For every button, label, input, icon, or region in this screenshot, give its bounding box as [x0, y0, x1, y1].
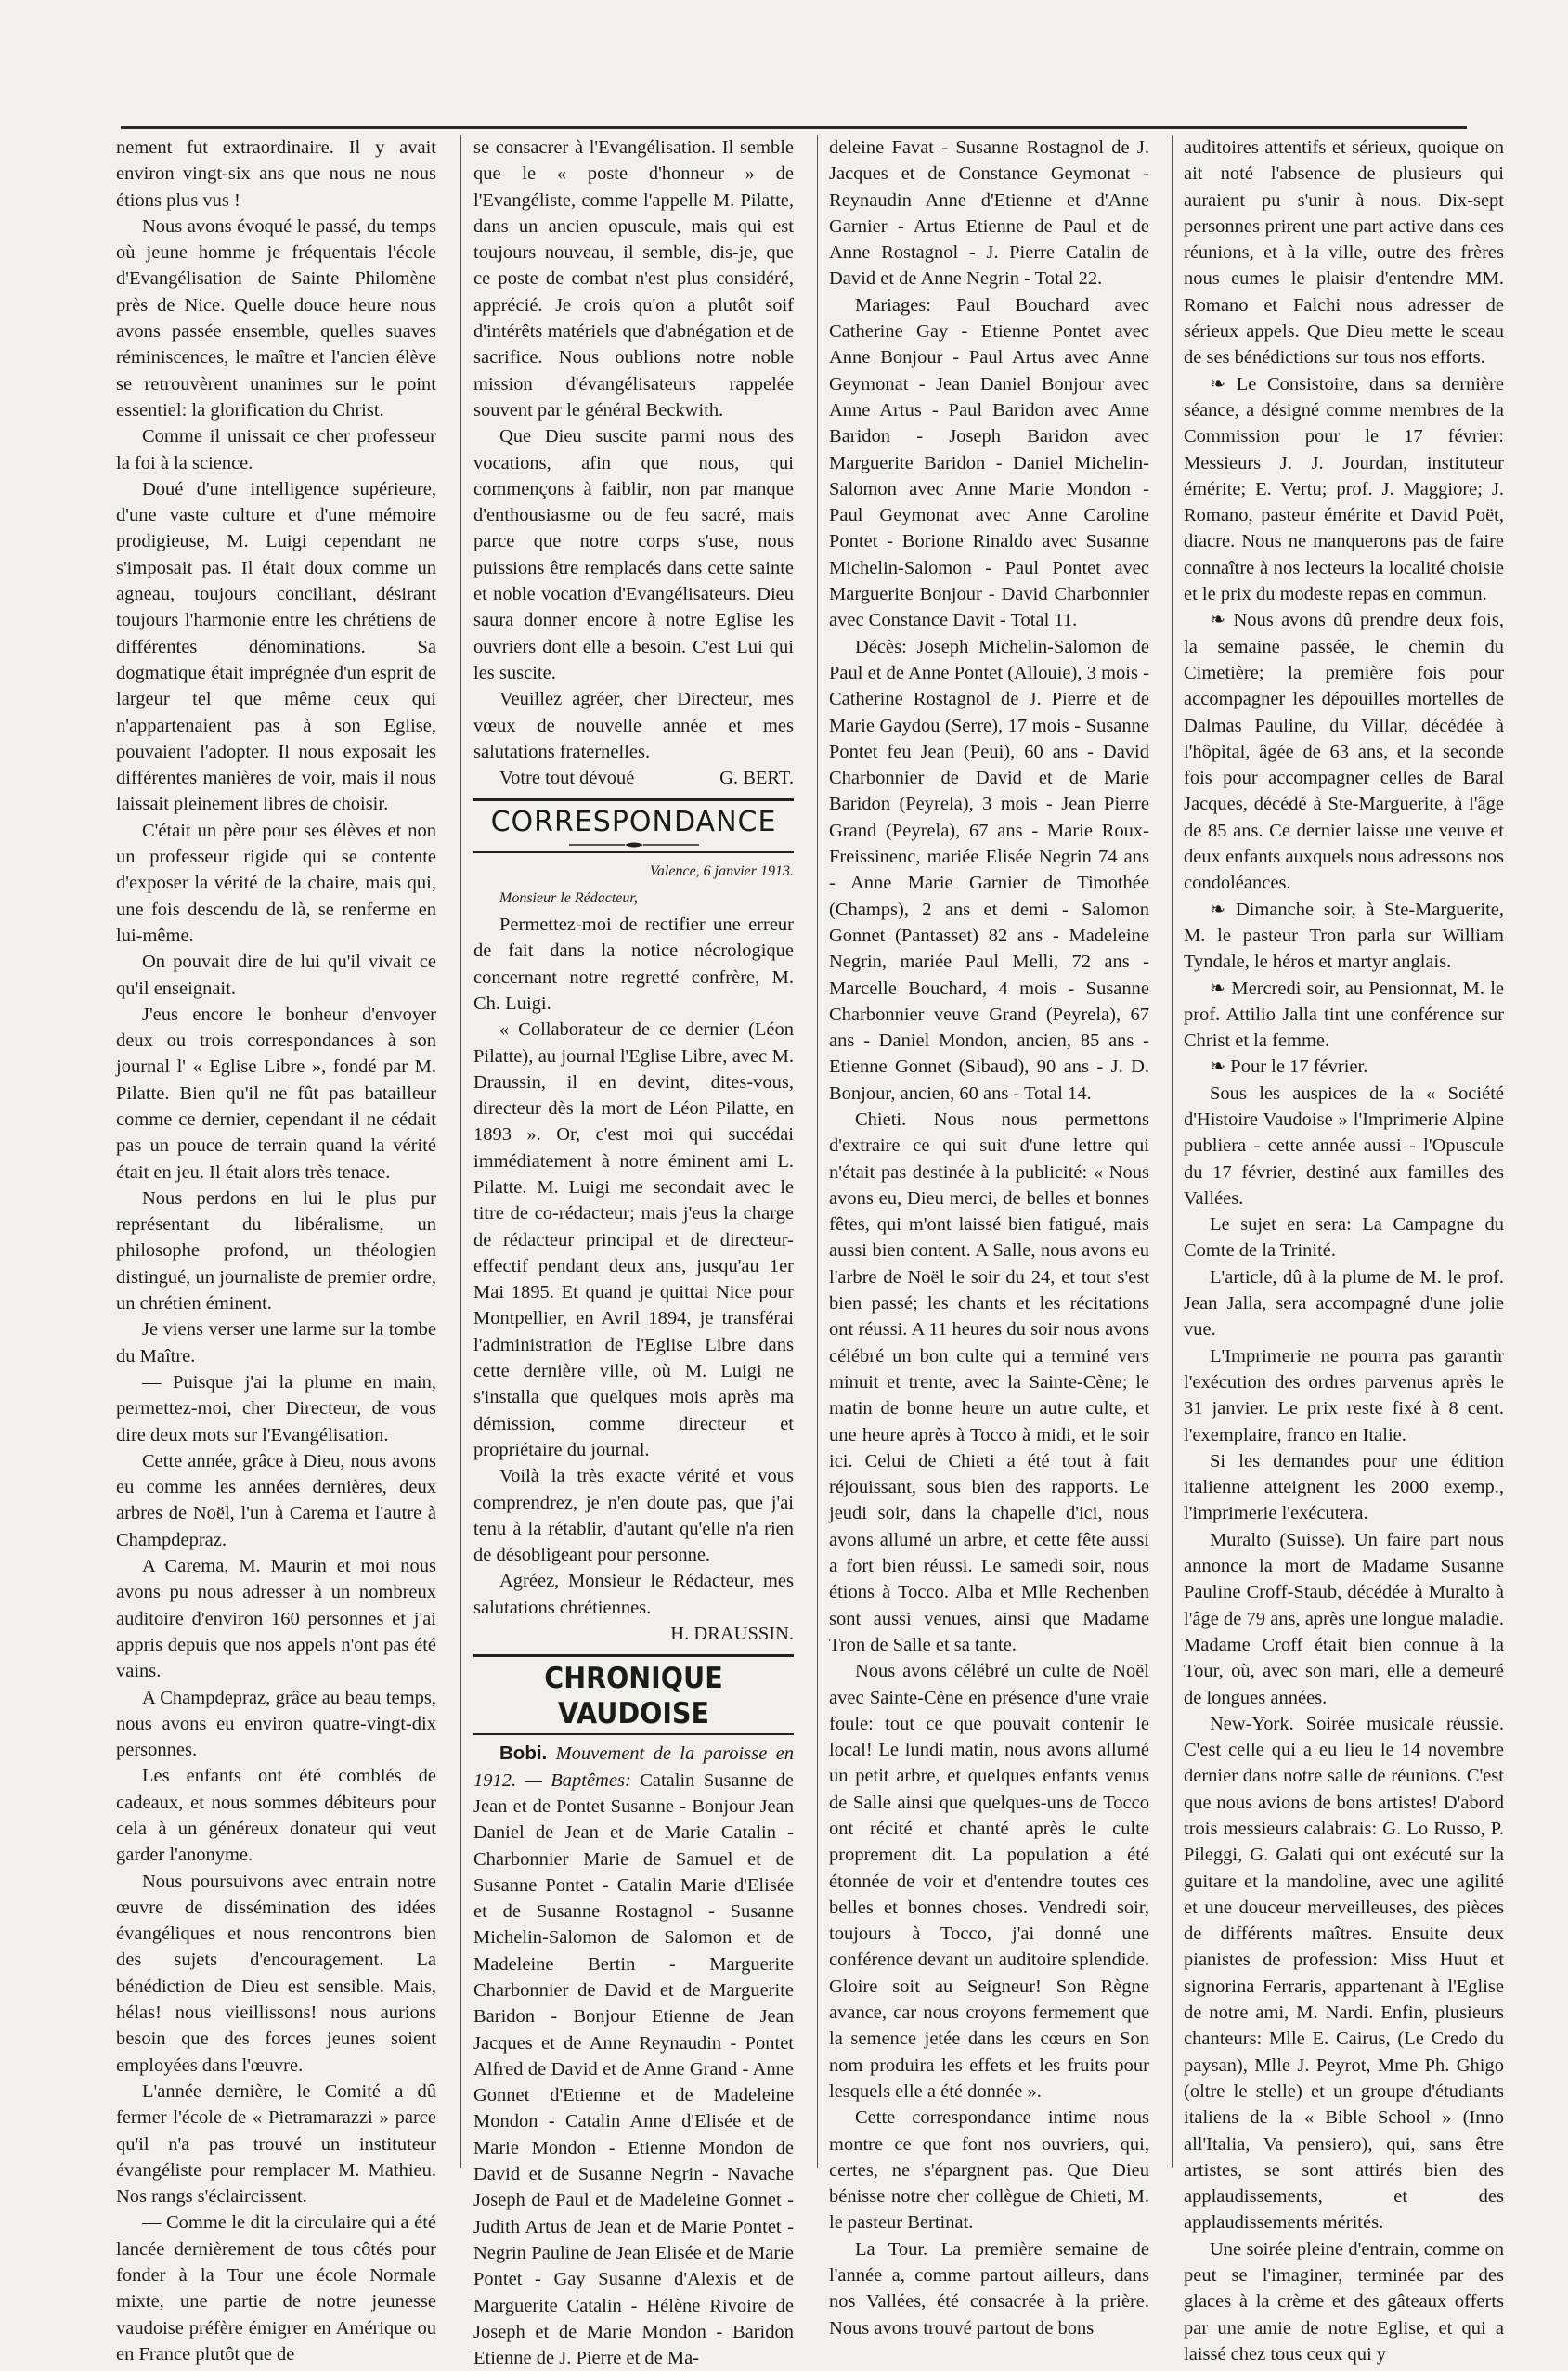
paragraph: L'Imprimerie ne pourra pas garantir l'exécution des ordres parvenus après le 31 janvier. Le prix reste fixé à 8 cent. l'exemplaire, franco en Italie. — [1184, 1345, 1504, 1445]
paragraph: Je viens verser une larme sur la tombe du Maître. — [116, 1319, 436, 1367]
paragraph: Cette année, grâce à Dieu, nous avons eu comme les années dernières, deux arbres de Noël, l'un à Carema et l'autre à Champdepraz. — [116, 1450, 436, 1550]
subheading: Mouvement de la paroisse en 1912. — Baptêmes: — [473, 1743, 795, 1791]
column-1 — [116, 135, 436, 2367]
paragraph: ❧ Nous avons dû prendre deux fois, la semaine passée, le chemin du Cimetière; la première fois pour accompagner les dépouilles mortelles de Dalmas Pauline, du Villar, décédée à l'hôpital, âgée de 63 ans, et la seconde fois pour accompagner celles de Baral Jacques, décédé à Ste-Marguerite, à l'âge de 85 ans. Ce dernier laisse une veuve et deux enfants auxquels nous adressons nos condoléances. — [1184, 610, 1504, 894]
letter-salutation: Monsieur le Rédacteur, — [499, 889, 638, 906]
column-divider — [460, 135, 461, 2168]
paragraph: Nous avons célébré un culte de Noël avec Sainte-Cène en présence d'une vraie foule: tout ce que pouvait contenir le local! Le lundi matin, nous avons allumé un petit arbre, et quelques enfants venus de Salle ainsi que quelques-uns de Tocco ont récité et chanté après le culte proprement dit. La population a été étonnée de voir et d'entendre toutes ces belles et bonnes choses. Vendredi soir, toujours à Tocco, j'ai donné une conférence devant un auditoire splendide. Gloire soit au Seigneur! Son Règne avance, car nous croyons fermement que la semence jetée dans les cœurs en Son nom produira les effets et les fruits pour lesquels elle a été donnée ». — [829, 1661, 1149, 2102]
paragraph: ❧ Le Consistoire, dans sa dernière séance, a désigné comme membres de la Commission pour le 17 février: Messieurs J. J. Jourdan, instituteur émérite; E. Vertu; prof. J. Maggiore; J. Romano, pasteur émérite et David Poët, diacre. Nous ne manquerons pas de faire connaître à nos lecteurs la localité choisie et le prix du modeste repas en commun. — [1184, 373, 1504, 605]
paragraph: Veuillez agréer, cher Directeur, mes vœux de nouvelle année et mes salutations fraternelles. — [473, 689, 794, 762]
paragraph: Cette correspondance intime nous montre ce que font nos ouvriers, qui, certes, ne s'épargnent pas. Que Dieu bénisse notre cher collègue de Chieti, M. le pasteur Bertinat. — [829, 2107, 1149, 2234]
place-name: Bobi. — [499, 1743, 548, 1765]
paragraph: ❧ Dimanche soir, à Ste-Marguerite, M. le pasteur Tron parla sur William Tyndale, le héros et martyr anglais. — [1184, 899, 1504, 973]
paragraph: Muralto (Suisse). Un faire part nous annonce la mort de Madame Susanne Pauline Croff-Staub, décédée à Muralto à l'âge de 79 ans, après une longue maladie. Madame Croff était bien connue à la Tour, où, avec son mari, elle a demeuré de longues années. — [1184, 1529, 1504, 1708]
paragraph: Chieti. Nous nous permettons d'extraire ce qui suit d'une lettre qui n'était pas destinée à la publicité: « Nous avons eu, Dieu merci, de belles et bonnes fêtes, qui m'ont laissé bien fatigué, mais aussi bien content. A Salle, nous avons eu l'arbre de Noël le soir du 24, et tout s'est bien passé; les chants et les récitations ont réussi. A 11 heures du soir nous avons célébré un bon culte qui a terminé vers minuit et trente, avec la Sainte-Cène; le matin de bonne heure un autre culte, et une heure après à Tocco à midi, et le soir ici. Celui de Chieti a été tout à fait réjouissant, sous bien des rapports. Le jeudi soir, dans la chapelle d'ici, nous avons allumé un arbre, et cette fête aussi a fort bien réussi. Le samedi soir, nous étions à Tocco. Alba et Mlle Rechenben sont aussi venues, ainsi que Madame Tron de Salle et sa tante. — [829, 1108, 1149, 1655]
paragraph: Une soirée pleine d'entrain, comme on peut se l'imaginer, terminée par des glaces à la crème et des gâteaux offerts par une amie de notre Eglise, et qui a laissé chez tous ceux qui y — [1184, 2238, 1504, 2365]
section-title: CHRONIQUE VAUDOISE — [544, 1662, 723, 1731]
letter-date: Valence, 6 janvier 1913. — [649, 863, 794, 880]
header-rule — [121, 126, 1467, 129]
paragraph: nement fut extraordinaire. Il y avait environ vingt-six ans que nous ne nous étions plus vus ! — [116, 137, 436, 211]
paragraph: ❧ Mercredi soir, au Pensionnat, M. le prof. Attilio Jalla tint une conférence sur Christ et la femme. — [1184, 978, 1504, 1052]
paragraph: A Champdepraz, grâce au beau temps, nous avons eu environ quatre-vingt-dix personnes. — [116, 1687, 436, 1761]
section-title: CORRESPONDANCE — [490, 806, 777, 839]
signature-line — [473, 765, 794, 791]
signature-name: H. DRAUSSIN. — [670, 1624, 794, 1645]
column-divider — [817, 135, 818, 2168]
column-3 — [829, 135, 1149, 2341]
paragraph: L'année dernière, le Comité a dû fermer l'école de « Pietramarazzi » parce qu'il n'a pas trouvé un instituteur évangéliste pour remplacer M. Mathieu. Nos rangs s'éclaircissent. — [116, 2080, 436, 2208]
paragraph: ❧ Pour le 17 février. — [1210, 1056, 1368, 1078]
paragraph: Nous poursuivons avec entrain notre œuvre de dissémination des idées évangéliques et nous rencontrons bien des sujets d'encouragement. La bénédiction de Dieu est sensible. Mais, hélas! nous vieillissons! nous aurions besoin que des forces jeunes soient employées dans l'œuvre. — [116, 1871, 436, 2076]
paragraph: Agréez, Monsieur le Rédacteur, mes salutations chrétiennes. — [473, 1571, 794, 1618]
paragraph: auditoires attentifs et sérieux, quoique on ait noté l'absence de plusieurs qui auraient pu s'unir à nous. Dix-sept personnes prirent une part active dans ces réunions, et à la ville, outre des frères nous eumes le plaisir d'entendre MM. Romano et Falchi nous adresser de sérieux appels. Que Dieu mette le sceau de ses bénédictions sur tous nos efforts. — [1184, 137, 1504, 369]
signature-closing: Votre tout dévoué — [499, 768, 635, 789]
paragraph: Mariages: Paul Bouchard avec Catherine Gay - Etienne Pontet avec Anne Bonjour - Paul Artus avec Anne Geymonat - Jean Daniel Bonjour avec Anne Artus - Paul Baridon avec Anne Baridon - Joseph Baridon avec Marguerite Baridon - Daniel Michelin-Salomon avec Anne Marie Mondon - Paul Geymonat avec Anne Caroline Pontet - Borione Rinaldo avec Susanne Michelin-Salomon - Paul Pontet avec Marguerite Bonjour - David Charbonnier avec Constance Davit - Total 11. — [829, 294, 1149, 631]
correspondance-header — [473, 798, 794, 853]
paragraph: La Tour. La première semaine de l'année a, comme partout ailleurs, dans nos Vallées, été consacrée à la prière. Nous avons trouvé partout de bons — [829, 2238, 1149, 2339]
paragraph: A Carema, M. Maurin et moi nous avons pu nous adresser à un nombreux auditoire d'environ 160 personnes et j'ai appris depuis que nos appels n'ont pas été vains. — [116, 1556, 436, 1682]
paragraph: Sous les auspices de la « Société d'Histoire Vaudoise » l'Imprimerie Alpine publiera - cette année aussi - l'Opuscule du 17 février, destiné aux familles des Vallées. — [1184, 1082, 1504, 1209]
paragraph: — Comme le dit la circulaire qui a été lancée dernièrement de tous côtés pour fonder à la Tour une école Normale mixte, une partie de notre jeunesse vaudoise préfère émigrer en Amérique ou en France plutôt que de — [116, 2212, 436, 2365]
paragraph: Les enfants ont été comblés de cadeaux, et nous sommes débiteurs pour cela à un généreux donateur qui veut garder l'anonyme. — [116, 1766, 436, 1866]
column-2 — [473, 135, 794, 2371]
paragraph: Si les demandes pour une édition italienne atteignent les 2000 exemp., l'imprimerie l'exécutera. — [1184, 1450, 1504, 1524]
ornament-rule-icon — [560, 840, 708, 849]
paragraph — [473, 1741, 794, 2371]
paragraph: Voilà la très exacte vérité et vous comprendrez, je n'en doute pas, que j'ai tenu à la rétablir, d'autant qu'elle n'a rien de désobligeant pour personne. — [473, 1466, 794, 1566]
column-4 — [1184, 135, 1504, 2367]
paragraph: deleine Favat - Susanne Rostagnol de J. Jacques et de Constance Geymonat - Reynaudin Anne d'Etienne et d'Anne Garnier - Artus Etienne de Paul et de Anne Rostagnol - J. Pierre Catalin de David et de Anne Negrin - Total 22. — [829, 137, 1149, 290]
paragraph: — Puisque j'ai la plume en main, permettez-moi, cher Directeur, de vous dire deux mots sur l'Evangélisation. — [116, 1371, 436, 1445]
paragraph: Comme il unissait ce cher professeur la foi à la science. — [116, 426, 436, 473]
paragraph: Doué d'une intelligence supérieure, d'une vaste culture et d'une mémoire prodigieuse, M. Luigi cependant ne s'imposait pas. Il était doux comme un agneau, toujours conciliant, désirant toujours l'harmonie entre les chrétiens de différentes dénominations. Sa dogmatique était imprégnée d'un esprit de largeur tel que même ceux qui n'appartenaient pas à son Eglise, pouvaient l'adopter. Il nous exposait les différentes manières de voir, mais il nous laissait pleinement libres de choisir. — [116, 478, 436, 815]
paragraph: On pouvait dire de lui qu'il vivait ce qu'il enseignait. — [116, 952, 436, 999]
paragraph: « Collaborateur de ce dernier (Léon Pilatte), au journal l'Eglise Libre, avec M. Draussin, il en devint, dites-vous, directeur dès la mort de Léon Pilatte, en 1893 ». Or, c'est moi qui succédai immédiatement à notre éminent ami L. Pilatte. M. Luigi me secondait avec le titre de co-rédacteur; mais j'eus la charge de rédacteur principal et de directeur-effectif pendant deux ans, jusqu'au 1er Mai 1895. Et quand je quittai Nice pour Montpellier, en Avril 1894, je transférai l'administration de l'Eglise Libre dans cette dernière ville, où M. Luigi ne s'installa que quelques mois après ma démission, comme directeur et propriétaire du journal. — [473, 1019, 794, 1460]
column-divider — [1172, 135, 1173, 2168]
paragraph: Nous perdons en lui le plus pur représentant du libéralisme, un philosophe profond, un théologien distingué, un journaliste de premier ordre, un chrétien éminent. — [116, 1187, 436, 1315]
paragraph: Que Dieu suscite parmi nous des vocations, afin que nous, qui commençons à faiblir, non par manque d'enthousiasme ou de feu sacré, mais parce que notre corps s'use, nous puissions être remplacés dans cette sainte et noble vocation d'Evangélisateurs. Dieu saura donner encore à notre Eglise les ouvriers dont elle a besoin. C'est Lui qui les suscite. — [473, 426, 794, 683]
paragraph: J'eus encore le bonheur d'envoyer deux ou trois correspondances à son journal l' « Eglise Libre », fondé par M. Pilatte. Bien qu'il ne fût pas batailleur comme ce dernier, cependant il ne cédait pas un pouce de terrain quand la vérité était en jeu. Il était alors très tenace. — [116, 1004, 436, 1183]
paragraph: se consacrer à l'Evangélisation. Il semble que le « poste d'honneur » de l'Evangéliste, comme l'appelle M. Pilatte, dans un ancien opuscule, mais qui est toujours nouveau, il semble, dis-je, que ce poste de combat n'est plus considéré, apprécié. Je crois qu'on a plutôt soif d'intérêts matériels que d'abnégation et de sacrifice. Nous oublions notre noble mission d'évangélisateurs rappelée souvent par le général Beckwith. — [473, 137, 794, 421]
paragraph: New-York. Soirée musicale réussie. C'est celle qui a eu lieu le 14 novembre dernier dans notre salle de réunions. C'est que nous avions de bons artistes! D'abord trois messieurs calabrais: G. Lo Russo, P. Pileggi, G. Galati qui ont exécuté sur la guitare et la mandoline, avec une agilité et une douceur merveilleuses, des pièces de différents maîtres. Ensuite deux pianistes de profession: Miss Huut et signorina Ferraris, appartenant à l'Eglise de notre ami, M. Nardi. Enfin, plusieurs chanteurs: Mlle E. Cairus, (Le Credo du paysan), Mlle J. Peyrot, Mme Ph. Ghigo (oltre le stelle) et un groupe d'étudiants italiens de la « Bible School » (Inno all'Italia, Va pensiero), qui, sans être artistes, se sont attirés bien des applaudissements, et des applaudissements mérités. — [1184, 1713, 1504, 2234]
paragraph: Le sujet en sera: La Campagne du Comte de la Trinité. — [1184, 1214, 1504, 1262]
paragraph: C'était un père pour ses élèves et non un professeur rigide qui se contente d'exposer la vérité de la chaire, mais qui, une fois descendu de là, se renferme en lui-même. — [116, 820, 436, 946]
paragraph: Décès: Joseph Michelin-Salomon de Paul et de Anne Pontet (Allouie), 3 mois - Catherine Rostagnol de J. Pierre et de Marie Gaydou (Serre), 17 mois - Susanne Pontet feu Jean (Peui), 60 ans - David Charbonnier de David et de Marie Baridon (Peyrela), 3 mois - Jean Pierre Grand (Peyrela), 67 ans - Marie Roux-Freissinenc, mariée Elisée Negrin 74 ans - Anne Marie Garnier de Timothée (Champs), 2 ans et demi - Salomon Gonnet (Pantasset) 82 ans - Madeleine Negrin, mariée Paul Melli, 72 ans - Marcelle Bouchard, 4 mois - Susanne Charbonnier veuve Grand (Peyrela), 67 ans - Daniel Mondon, ancien, 85 ans - Etienne Gonnet (Sibaud), 90 ans - J. D. Bonjour, ancien, 60 ans - Total 14. — [829, 636, 1149, 1104]
paragraph: Nous avons évoqué le passé, du temps où jeune homme je fréquentais l'école d'Evangélisation de Sainte Philomène près de Nice. Quelle douce heure nous avons passée ensemble, quelles suaves réminiscences, le maître et l'ancien élève se retrouvèrent unanimes sur le point essentiel: la glorification du Christ. — [116, 215, 436, 421]
paragraph: Permettez-moi de rectifier une erreur de fait dans la notice nécrologique concernant notre regretté confrère, M. Ch. Luigi. — [473, 914, 794, 1014]
paragraph-text: Catalin Susanne de Jean et de Pontet Susanne - Bonjour Jean Daniel de Jean et de Marie Catalin - Charbonnier Marie de Samuel et de Susanne Pontet - Catalin Marie d'Elisée et de Susanne Rostagnol - Susanne Michelin-Salomon de Salomon et de Madeleine Bertin - Marguerite Charbonnier de David et de Marguerite Baridon - Bonjour Etienne de Jean Jacques et de Anne Reynaudin - Pontet Alfred de David et de Anne Grand - Anne Gonnet d'Etienne et de Madeleine Mondon - Catalin Anne d'Elisée et de Marie Mondon - Etienne Mondon de David et de Susanne Negrin - Navache Joseph de Paul et de Madeleine Gonnet - Judith Artus de Jean et de Marie Pontet - Negrin Pauline de Jean Elisée et de Marie Pontet - Gay Susanne d'Alexis et de Marguerite Catalin - Hélène Rivoire de Joseph et de Marie Mondon - Baridon Etienne de J. Pierre et de Ma- — [473, 1769, 794, 2369]
signature-name: G. BERT. — [719, 768, 794, 789]
paragraph: L'article, dû à la plume de M. le prof. Jean Jalla, sera accompagné d'une jolie vue. — [1184, 1266, 1504, 1341]
chronique-header — [473, 1654, 794, 1735]
